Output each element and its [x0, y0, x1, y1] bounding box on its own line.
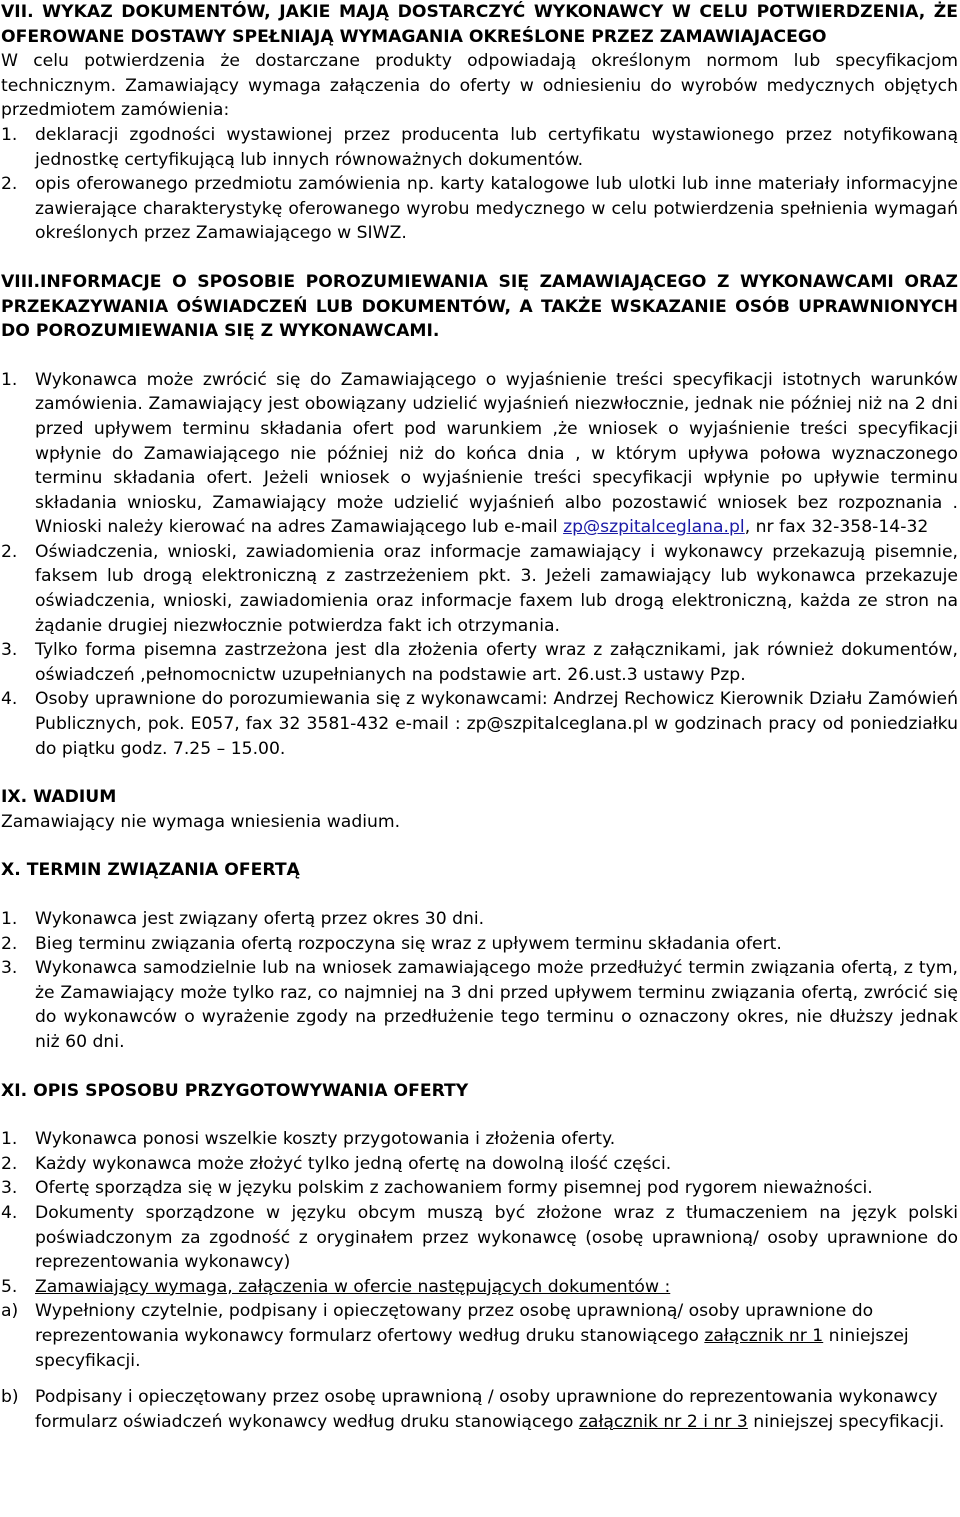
item-number: 3.	[1, 958, 18, 979]
item-number: 1.	[1, 1129, 18, 1150]
item-text: opis oferowanego przedmiotu zamówienia np. karty katalogowe lub ulotki lub inne materiały informacyjne zawierające charakterystykę oferowanego wyrobu medycznego w celu potwierdzenia spełnienia wymagań określonych przez Zamawiającego w SIWZ.	[35, 174, 958, 244]
section-11-sub-b	[1, 1385, 958, 1434]
email-link[interactable]: zp@szpitalceglana.pl	[563, 517, 745, 538]
section-11-sub-a	[1, 1299, 958, 1373]
item-text: Bieg terminu związania ofertą rozpoczyna się wraz z upływem terminu składania ofert.	[35, 933, 782, 954]
item-text: Osoby uprawnione do porozumiewania się z wykonawcami: Andrzej Rechowicz Kierownik Działu Zamówień Publicznych, pok. E057, fax 32 3581-432 e-mail : zp@szpitalceglana.pl w godzinach pracy od poniedziałku do piątku godz. 7.25 – 15.00.	[35, 689, 958, 759]
section-9-text: Zamawiający nie wymaga wniesienia wadium.	[1, 811, 401, 832]
item-number: 4.	[1, 689, 18, 710]
item-text-body: Wykonawca może zwrócić się do Zamawiającego o wyjaśnienie treści specyfikacji istotnych warunków zamówienia. Zamawiający jest obowiązany udzielić wyjaśnień niezwłocznie, jednak nie później niż na 2 dni przed upływem terminu składania ofert pod warunkiem ,że wniosek o wyjaśnienie treści specyfikacji wpłynie do Zamawiającego nie później niż do końca dnia , w którym upływa połowa wyznaczonego terminu składania ofert. Jeżeli wniosek o wyjaśnienie treści specyfikacji wpłynie po upływie terminu składania wniosku, Zamawiający może udzielić wyjaśnień albo pozostawić wniosek bez rozpoznania . Wnioski należy kierować na adres Zamawiającego lub e-mail	[35, 369, 958, 538]
section-8-item-2	[1, 540, 958, 638]
item-number: 3.	[1, 640, 18, 661]
item-text	[35, 1299, 958, 1373]
item-text-tail: niniejszej specyfikacji.	[35, 1325, 909, 1371]
section-7-item-1	[1, 123, 958, 172]
item-text: Wykonawca jest związany ofertą przez okres 30 dni.	[35, 909, 485, 929]
item-letter: b)	[1, 1387, 19, 1408]
item-text: Wykonawca ponosi wszelkie koszty przygotowania i złożenia oferty.	[35, 1129, 616, 1150]
item-number: 1.	[1, 124, 18, 145]
item-text	[35, 368, 958, 540]
item-text: Wykonawca samodzielnie lub na wniosek zamawiającego może przedłużyć termin związania ofertą, z tym, że Zamawiający może tylko raz, co najmniej na 3 dni przed upływem terminu związania ofertą, zwrócić się do wykonawców o wyrażenie zgody na przedłużenie tego terminu o oznaczony okres, nie dłuższy jednak niż 60 dni.	[35, 958, 958, 1052]
section-11-item-1	[1, 1127, 958, 1152]
section-9-heading: IX. WADIUM	[1, 787, 117, 808]
item-number: 1.	[1, 909, 18, 929]
section-10-item-1	[1, 907, 958, 932]
section-11-item-5	[1, 1275, 958, 1300]
item-text: Każdy wykonawca może złożyć tylko jedną ofertę na dowolną ilość części.	[35, 1153, 672, 1174]
section-7-intro: W celu potwierdzenia że dostarczane produkty odpowiadają określonym normom lub specyfikacjom technicznym. Zamawiający wymaga załączenia do oferty w odniesieniu do wyrobów medycznych objętych przedmiotem zamówienia:	[1, 51, 958, 121]
item-number: 2.	[1, 541, 18, 562]
item-number: 4.	[1, 1202, 18, 1223]
item-number: 2.	[1, 933, 18, 954]
item-text-body: Wypełniony czytelnie, podpisany i opieczętowany przez osobę uprawnioną/ osoby uprawnione do reprezentowania wykonawcy formularz ofertowy według druku stanowiącego	[35, 1301, 874, 1346]
section-7-item-2	[1, 172, 958, 246]
item-text-tail: niniejszej specyfikacji.	[747, 1411, 945, 1432]
item-text: Ofertę sporządza się w języku polskim z zachowaniem formy pisemnej pod rygorem nieważności.	[35, 1178, 873, 1199]
item-text	[35, 1385, 958, 1434]
item-text: deklaracji zgodności wystawionej przez producenta lub certyfikatu wystawionego przez notyfikowaną jednostkę certyfikującą lub innych równoważnych dokumentów.	[35, 124, 958, 170]
item-text: Oświadczenia, wnioski, zawiadomienia oraz informacje zamawiający i wykonawcy przekazują pisemnie, faksem lub drogą elektroniczną z zastrzeżeniem pkt. 3. Jeżeli zamawiający lub wykonawca przekazuje oświadczenia, wnioski, zawiadomienia oraz informacje faxem lub drogą elektroniczną, każda ze stron na żądanie drugiej niezwłocznie potwierdza fakt ich otrzymania.	[35, 541, 958, 636]
fax-number: , nr fax 32-358-14-32	[744, 517, 929, 538]
item-text: Zamawiający wymaga, załączenia w ofercie następujących dokumentów :	[35, 1276, 671, 1297]
section-8-heading: VIII.INFORMACJE O SPOSOBIE POROZUMIEWANIA SIĘ ZAMAWIAJĄCEGO Z WYKONAWCAMI ORAZ PRZEKAZYWANIA OŚWIADCZEŃ LUB DOKUMENTÓW, A TAKŻE WSKAZANIE OSÓB UPRAWNIONYCH DO POROZUMIEWANIA SIĘ Z WYKONAWCAMI.	[1, 271, 958, 342]
item-number: 1.	[1, 369, 18, 390]
item-text: Dokumenty sporządzone w języku obcym muszą być złożone wraz z tłumaczeniem na język polski poświadczonym za zgodność z oryginałem przez wykonawcę (osobę uprawnioną/ osoby uprawnione do reprezentowania wykonawcy)	[35, 1202, 958, 1273]
section-11-item-4	[1, 1201, 958, 1275]
section-11-item-2	[1, 1152, 958, 1177]
item-number: 2.	[1, 1153, 18, 1174]
attachment-reference: załącznik nr 2 i nr 3	[578, 1411, 748, 1432]
item-letter: a)	[1, 1301, 19, 1322]
item-text: Tylko forma pisemna zastrzeżona jest dla złożenia oferty wraz z załącznikami, jak również dokumentów, oświadczeń ,pełnomocnictw uzupełnianych na podstawie art. 26.ust.3 ustawy Pzp.	[35, 640, 958, 685]
section-8-item-3	[1, 638, 958, 687]
section-8-item-1	[1, 368, 958, 540]
section-8-item-4	[1, 687, 958, 761]
section-10-item-3	[1, 956, 958, 1054]
section-10-heading: X. TERMIN ZWIĄZANIA OFERTĄ	[1, 860, 300, 881]
attachment-reference: załącznik nr 1	[704, 1325, 824, 1346]
section-7-heading: VII. WYKAZ DOKUMENTÓW, JAKIE MAJĄ DOSTARCZYĆ WYKONAWCY W CELU POTWIERDZENIA, ŻE OFEROWANE DOSTAWY SPEŁNIAJĄ WYMAGANIA OKREŚLONE PRZEZ ZAMAWIAJACEGO	[1, 2, 958, 47]
section-10-item-2	[1, 932, 958, 957]
section-11-heading: XI. OPIS SPOSOBU PRZYGOTOWYWANIA OFERTY	[1, 1080, 469, 1101]
item-text-body: Podpisany i opieczętowany przez osobę uprawnioną / osoby uprawnione do reprezentowania wykonawcy formularz oświadczeń wykonawcy według druku stanowiącego	[35, 1387, 938, 1432]
item-number: 2.	[1, 174, 18, 195]
item-number: 3.	[1, 1178, 18, 1199]
item-number: 5.	[1, 1276, 18, 1297]
section-11-item-3	[1, 1176, 958, 1201]
